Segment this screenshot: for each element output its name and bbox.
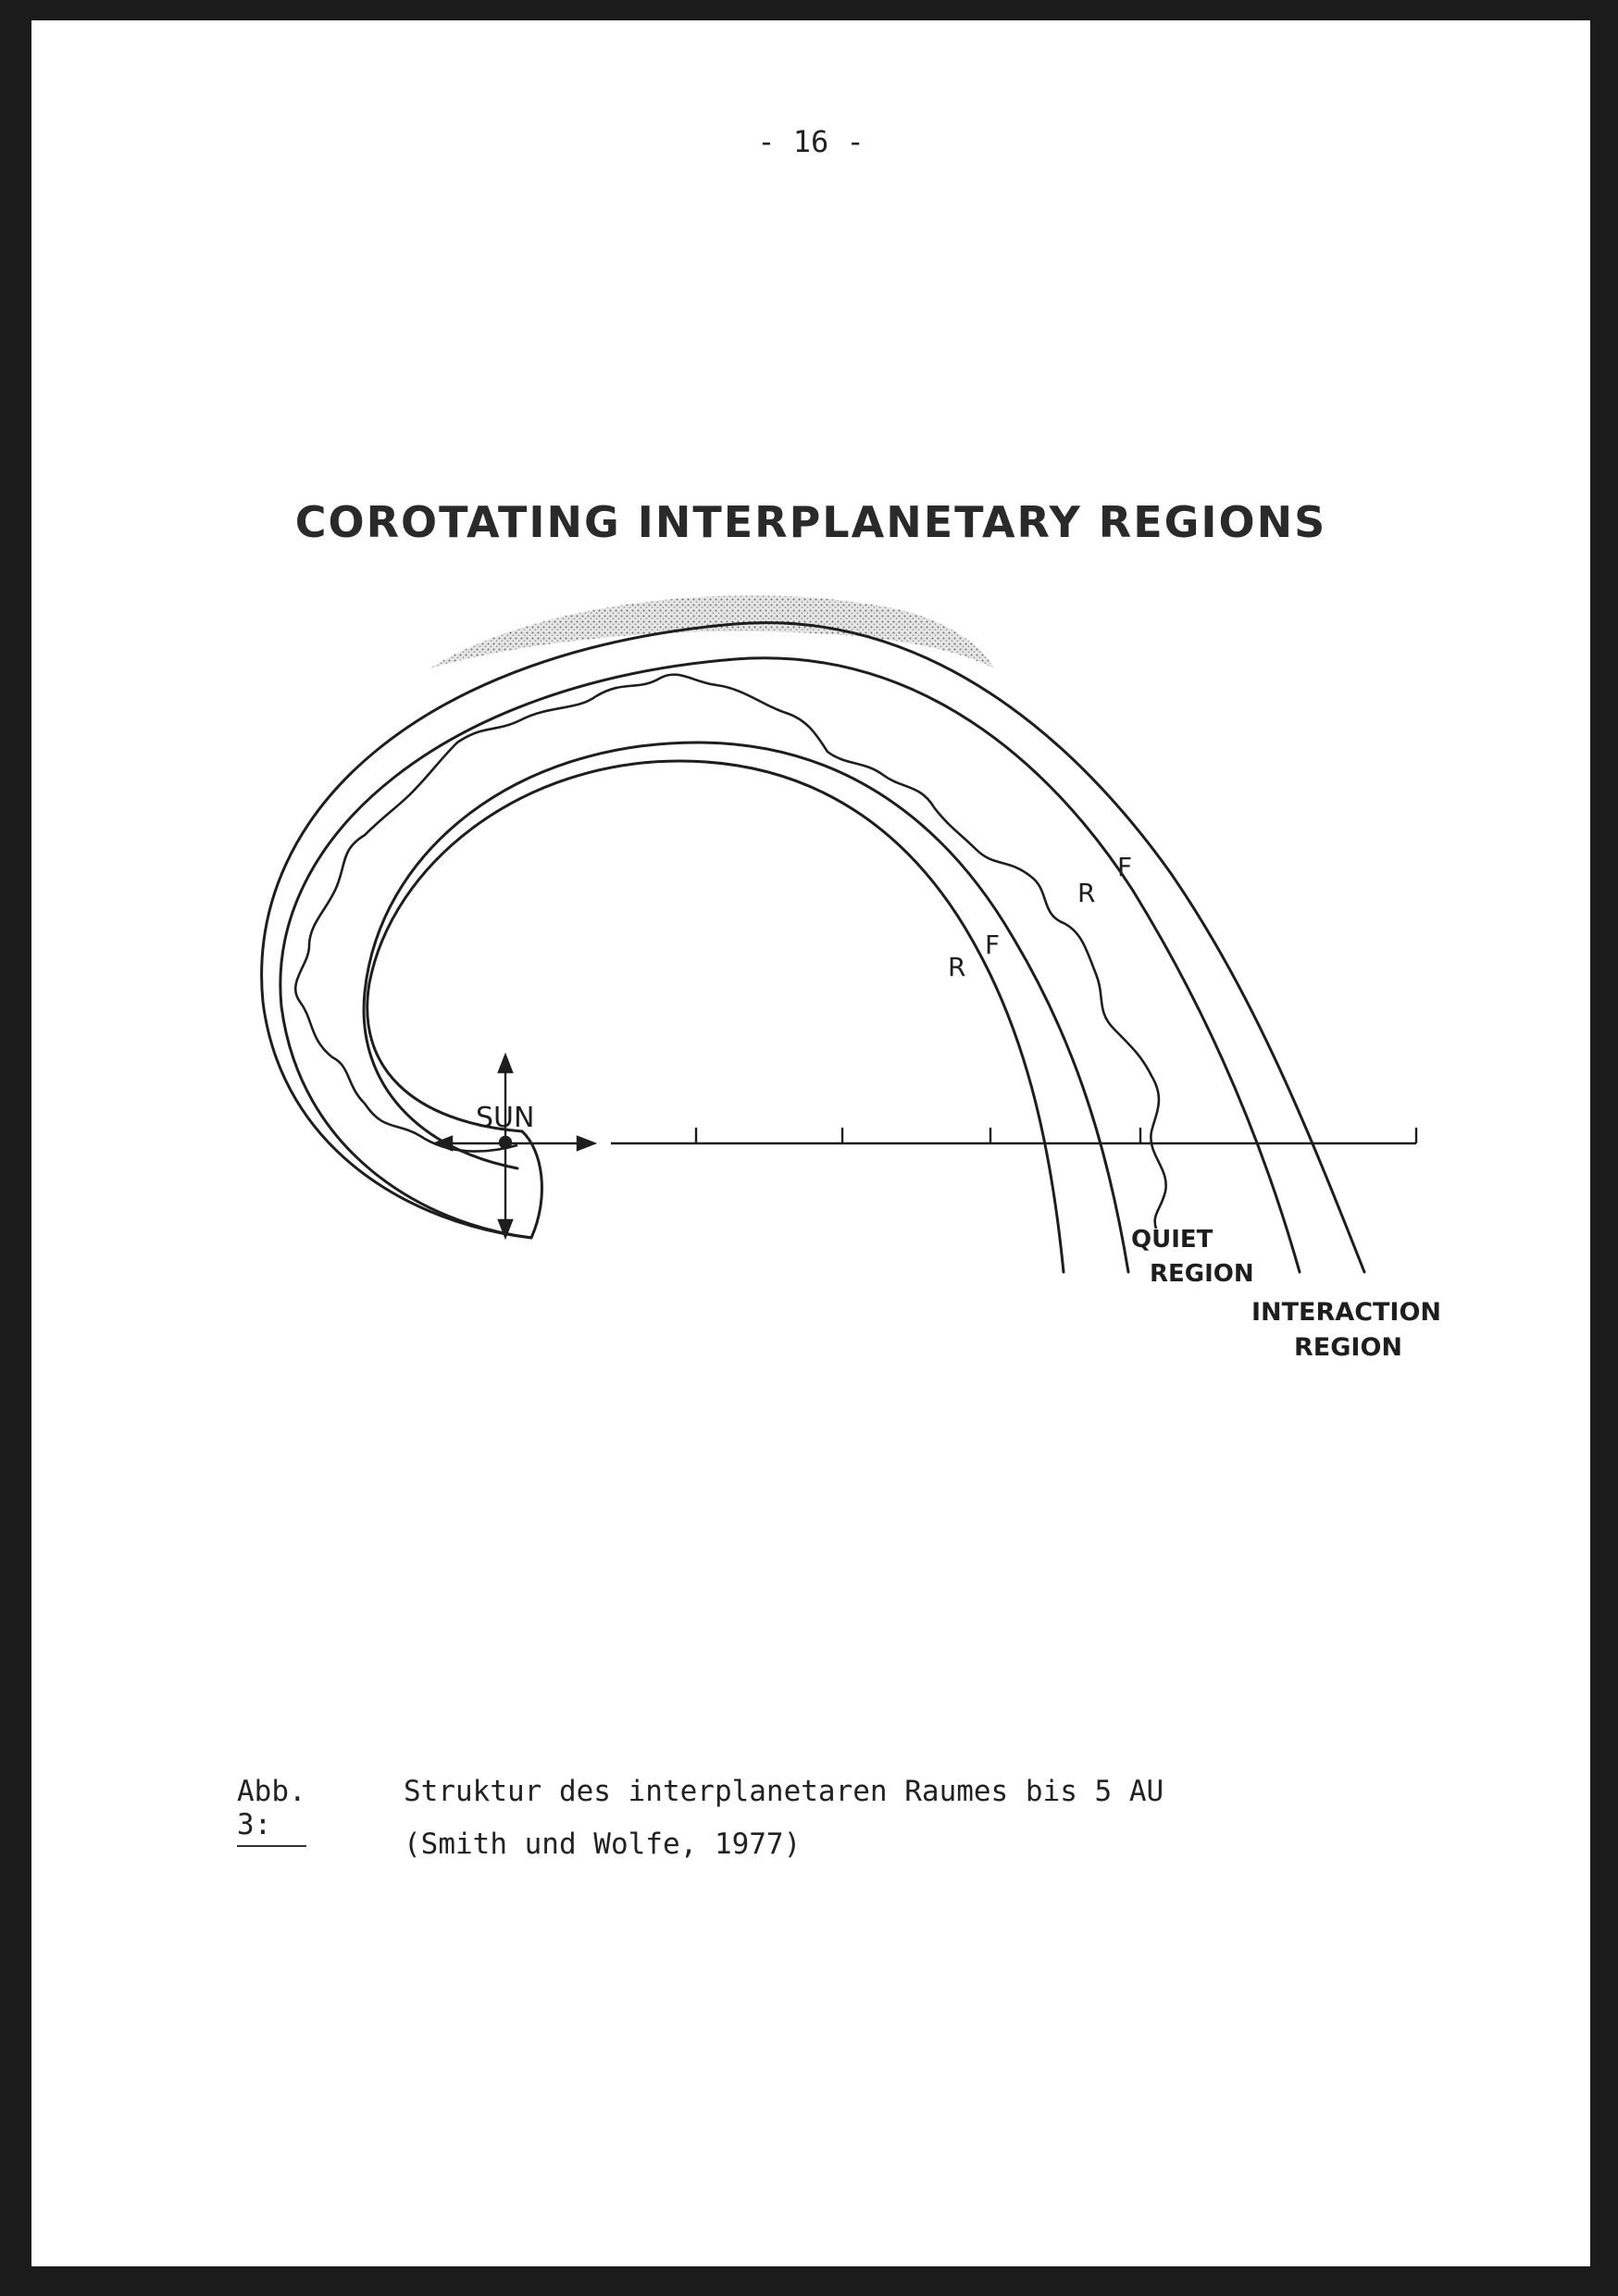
sun-arrow-up-head	[499, 1055, 512, 1072]
sun-arrow-right-head	[578, 1137, 594, 1150]
inner-spiral-front-line	[364, 742, 1128, 1272]
interaction-region-label-line2: REGION	[1294, 1333, 1402, 1362]
sun-symbol	[500, 1137, 511, 1148]
interaction-region-label-line1: INTERACTION	[1251, 1298, 1442, 1327]
inner-spiral-rear-line	[367, 761, 1064, 1272]
quiet-region-wavy-boundary	[295, 675, 1165, 1229]
page-number: - 16 -	[757, 124, 865, 159]
outer-rear-label: R	[1077, 878, 1096, 908]
diagram-title: COROTATING INTERPLANETARY REGIONS	[294, 497, 1327, 547]
shaded-compression-band	[429, 595, 994, 668]
caption-text-line2: (Smith und Wolfe, 1977)	[404, 1828, 802, 1861]
outer-spiral-rear-line	[280, 658, 1300, 1272]
inner-rear-label: R	[948, 952, 966, 982]
outer-spiral-front-line	[262, 623, 1364, 1272]
outer-front-label: F	[1117, 852, 1133, 882]
caption-text-line1: Struktur des interplanetaren Raumes bis 5 AU	[404, 1775, 1164, 1808]
document-page	[31, 20, 1590, 2266]
spiral-hook-near-sun	[522, 1131, 541, 1238]
inner-front-label: F	[985, 930, 1001, 960]
quiet-region-label-line1: QUIET	[1131, 1226, 1214, 1254]
caption-label: Abb. 3:	[237, 1775, 306, 1847]
sun-label: SUN	[476, 1102, 535, 1134]
quiet-region-label-line2: REGION	[1150, 1260, 1254, 1288]
corotating-regions-diagram	[31, 20, 1590, 2266]
